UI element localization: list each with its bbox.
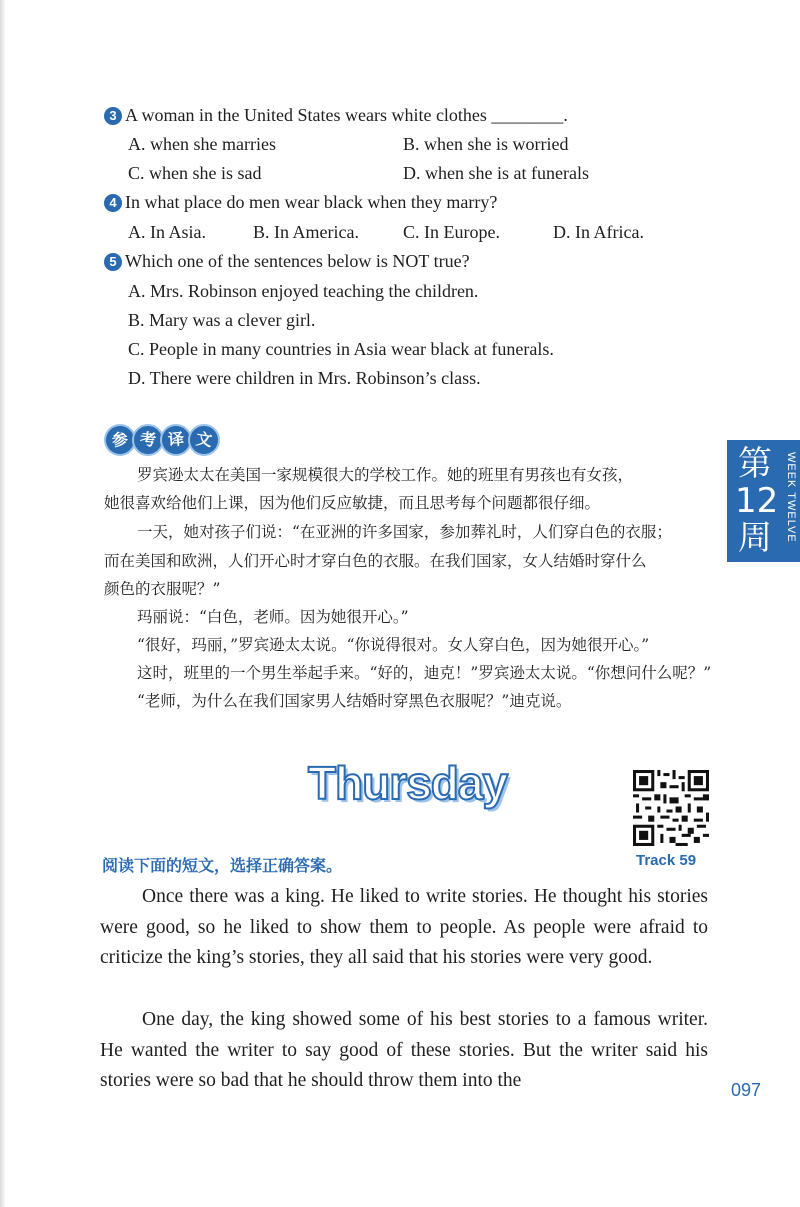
option-c: C. when she is sad [128,163,262,183]
qr-code-icon[interactable] [633,770,709,846]
week-label-cn: 第12周 [735,444,779,558]
question-number-badge: 4 [104,194,122,212]
badge-char: 文 [186,422,222,458]
question-3 [104,104,568,126]
translation-line: 她很喜欢给他们上课，因为他们反应敏捷，而且思考每个问题都很仔细。 [104,494,601,512]
page-spine-shadow [0,0,6,1207]
reference-translation-badge [104,424,216,458]
section-title: Thursday [308,757,508,809]
translation-line: 一天，她对孩子们说：“在亚洲的许多国家，参加葬礼时，人们穿白色的衣服； [137,523,672,541]
option-d: D. when she is at funerals [403,163,589,183]
question-5 [104,250,470,272]
badge-char: 考 [130,422,165,457]
option-a: A. Mrs. Robinson enjoyed teaching the children. [128,281,479,301]
option-d: D. In Africa. [553,222,644,242]
translation-line: “很好，玛丽，”罗宾逊太太说。“你说得很对。女人穿白色，因为她很开心。” [137,636,650,654]
question-text: Which one of the sentences below is NOT true? [125,251,470,271]
option-b: B. when she is worried [403,134,569,154]
week-side-tab [727,440,800,562]
translation-line: 罗宾逊太太在美国一家规模很大的学校工作。她的班里有男孩也有女孩， [137,466,634,484]
option-c: C. People in many countries in Asia wear black at funerals. [128,339,554,359]
option-d: D. There were children in Mrs. Robinson’s class. [128,368,481,388]
question-text: A woman in the United States wears white clothes ________. [125,105,568,125]
translation-line: 颜色的衣服呢？” [104,580,221,598]
passage-paragraph-2: One day, the king showed some of his best stories to a famous writer. He wanted the writer to say good of these stories. But the writer said his stories were so bad that he should throw them into the [100,1009,708,1091]
badge-char: 参 [102,422,138,458]
page-number: 097 [731,1080,762,1100]
question-4 [104,191,497,213]
passage-paragraph-1: Once there was a king. He liked to write stories. He thought his stories were good, so he liked to show them to people. As people were afraid to criticize the king’s stories, they all said that his stories were very good. [100,886,708,968]
option-a: A. In Asia. [128,222,206,242]
track-label: Track 59 [636,852,697,869]
week-label-en: WEEK TWELVE [785,452,797,543]
translation-line: 这时，班里的一个男生举起手来。“好的，迪克！”罗宾逊太太说。“你想问什么呢？” [137,664,712,682]
translation-line: 而在美国和欧洲，人们开心时才穿白色的衣服。在我们国家，女人结婚时穿什么 [104,552,647,570]
translation-line: 玛丽说：“白色，老师。因为她很开心。” [137,608,409,626]
option-a: A. when she marries [128,134,276,154]
question-number-badge: 3 [104,107,122,125]
translation-line: “老师，为什么在我们国家男人结婚时穿黑色衣服呢？”迪克说。 [137,692,572,710]
question-number-badge: 5 [104,253,122,271]
option-b: B. Mary was a clever girl. [128,310,316,330]
question-text: In what place do men wear black when they marry? [125,192,498,212]
reading-instruction: 阅读下面的短文，选择正确答案。 [102,856,343,875]
badge-char: 译 [159,423,194,458]
option-c: C. In Europe. [403,222,500,242]
option-b: B. In America. [253,222,359,242]
